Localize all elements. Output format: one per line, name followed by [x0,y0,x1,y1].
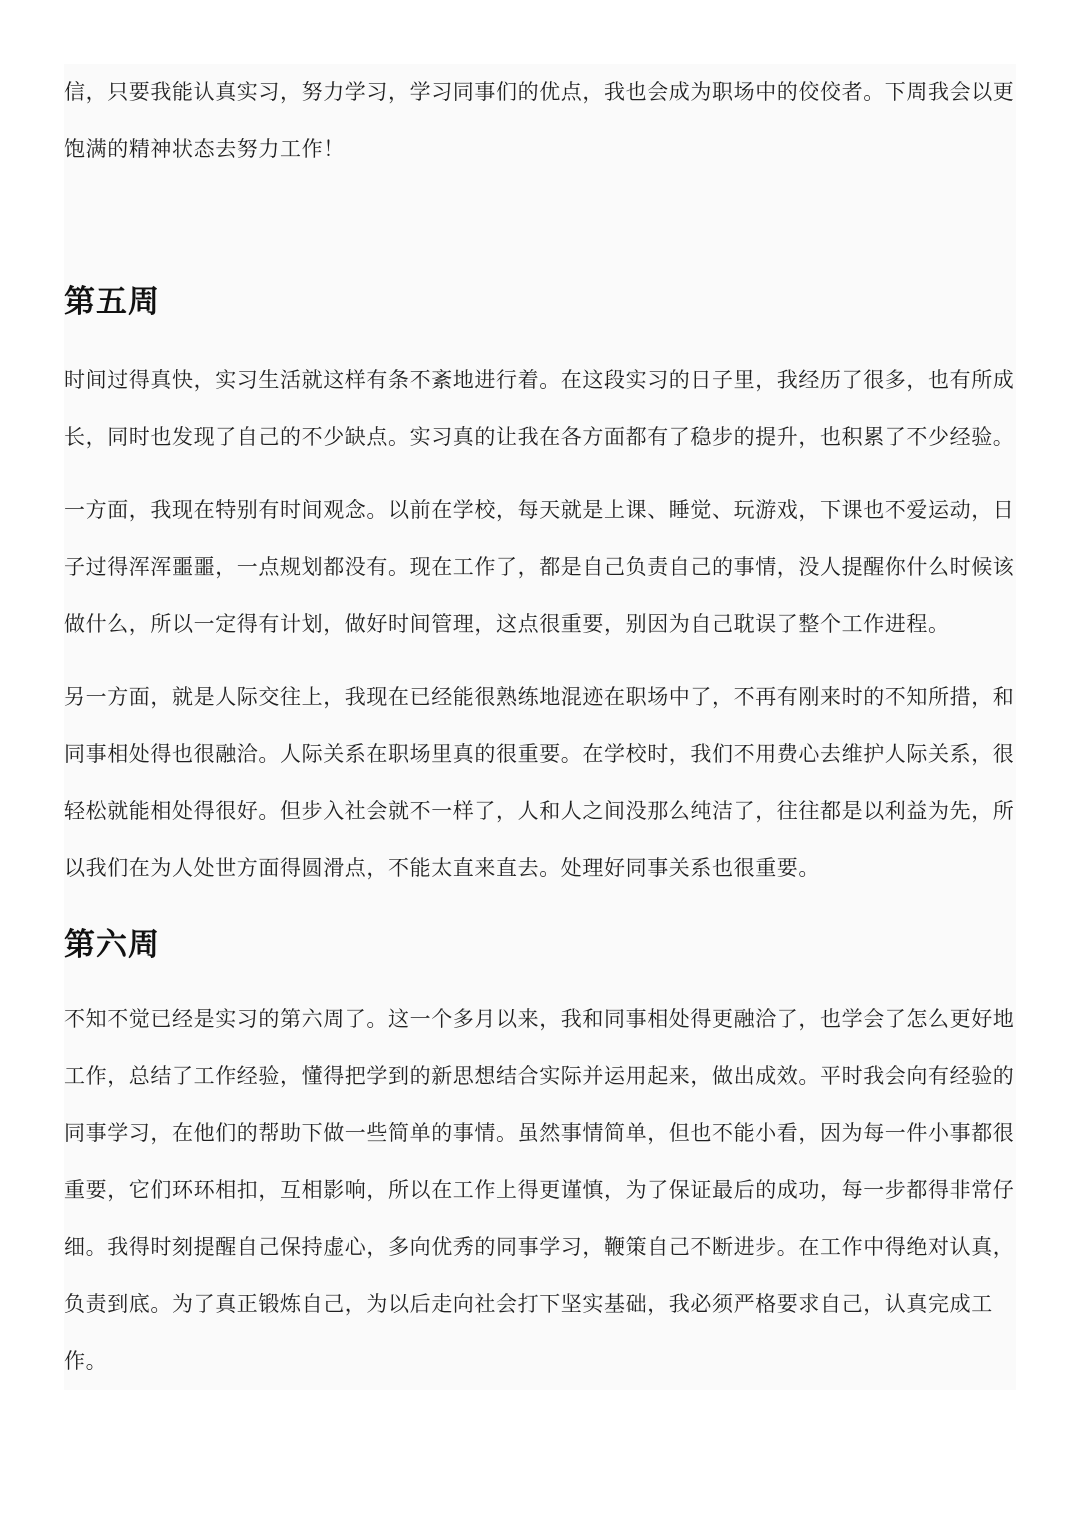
document-body [64,64,1016,1390]
intro-paragraph: 信，只要我能认真实习，努力学习，学习同事们的优点，我也会成为职场中的佼佼者。下周我会以更饱满的精神状态去努力工作！ [64,80,1015,161]
week5-heading: 第五周 [64,284,160,320]
week6-heading: 第六周 [64,927,160,963]
week5-paragraph-1: 时间过得真快，实习生活就这样有条不紊地进行着。在这段实习的日子里，我经历了很多，也有所成长，同时也发现了自己的不少缺点。实习真的让我在各方面都有了稳步的提升，也积累了不少经验。 [64,368,1015,449]
week5-paragraph-2: 一方面，我现在特别有时间观念。以前在学校，每天就是上课、睡觉、玩游戏，下课也不爱运动，日子过得浑浑噩噩，一点规划都没有。现在工作了，都是自己负责自己的事情，没人提醒你什么时候该做什么，所以一定得有计划，做好时间管理，这点很重要，别因为自己耽误了整个工作进程。 [64,498,1015,636]
week6-paragraph-1: 不知不觉已经是实习的第六周了。这一个多月以来，我和同事相处得更融洽了，也学会了怎么更好地工作，总结了工作经验，懂得把学到的新思想结合实际并运用起来，做出成效。平时我会向有经验的同事学习，在他们的帮助下做一些简单的事情。虽然事情简单，但也不能小看，因为每一件小事都很重要，它们环环相扣，互相影响，所以在工作上得更谨慎，为了保证最后的成功，每一步都得非常仔细。我得时刻提醒自己保持虚心，多向优秀的同事学习，鞭策自己不断进步。在工作中得绝对认真，负责到底。为了真正锻炼自己，为以后走向社会打下坚实基础，我必须严格要求自己，认真完成工作。 [64,1007,1015,1373]
week5-paragraph-3: 另一方面，就是人际交往上，我现在已经能很熟练地混迹在职场中了，不再有刚来时的不知所措，和同事相处得也很融洽。人际关系在职场里真的很重要。在学校时，我们不用费心去维护人际关系，很轻松就能相处得很好。但步入社会就不一样了，人和人之间没那么纯洁了，往往都是以利益为先，所以我们在为人处世方面得圆滑点，不能太直来直去。处理好同事关系也很重要。 [64,685,1015,880]
